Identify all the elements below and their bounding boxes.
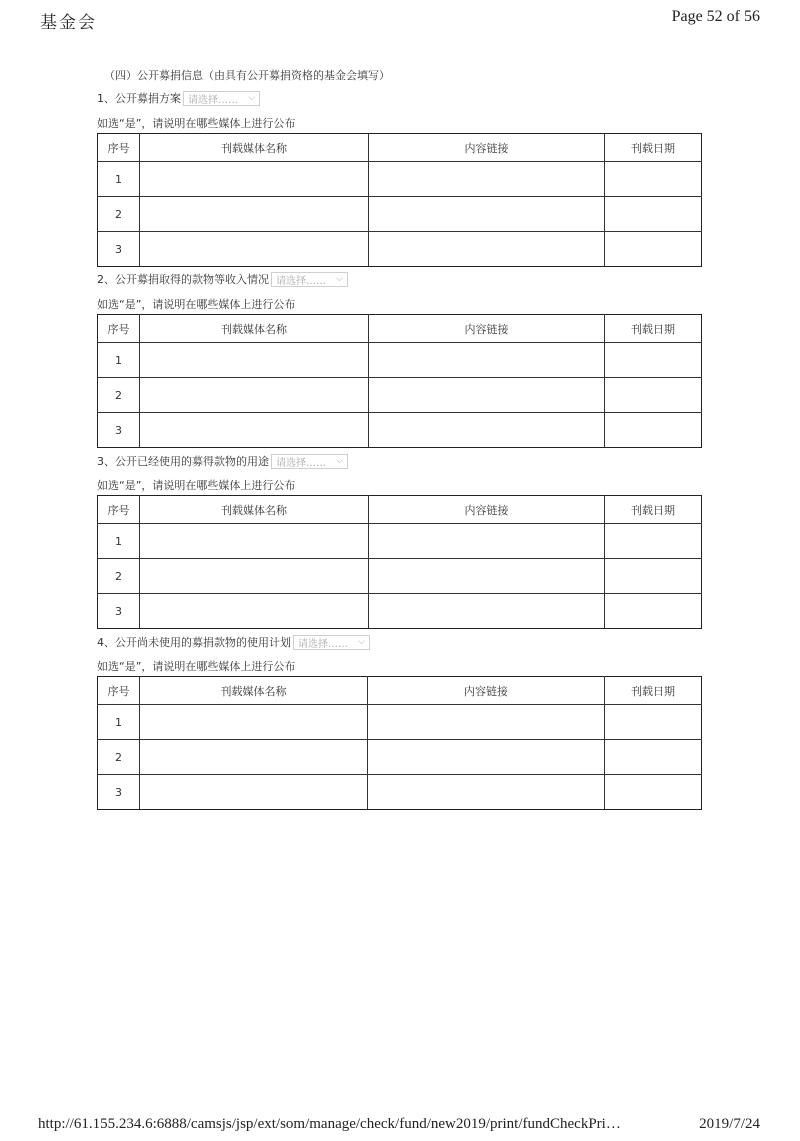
- media-name-cell[interactable]: [140, 594, 369, 629]
- col-media-name: 刊载媒体名称: [140, 134, 369, 162]
- publish-date-cell[interactable]: [605, 705, 702, 740]
- publish-date-cell[interactable]: [605, 740, 702, 775]
- row-index: 2: [98, 197, 140, 232]
- publish-date-cell[interactable]: [605, 162, 702, 197]
- media-name-cell[interactable]: [140, 559, 369, 594]
- col-media-name: 刊载媒体名称: [140, 677, 368, 705]
- content-link-cell[interactable]: [368, 740, 605, 775]
- content-link-cell[interactable]: [369, 559, 605, 594]
- col-content-link: 内容链接: [368, 677, 605, 705]
- media-name-cell[interactable]: [140, 162, 369, 197]
- publish-date-cell[interactable]: [605, 559, 702, 594]
- footer-url: http://61.155.234.6:6888/camsjs/jsp/ext/som/manage/check/fund/new2019/print/fundCheckPri…: [38, 1116, 621, 1132]
- media-name-cell[interactable]: [140, 197, 369, 232]
- table-row: [98, 775, 702, 810]
- col-index: 序号: [98, 496, 140, 524]
- question-2-select[interactable]: 请选择…… ⌵: [271, 272, 348, 287]
- question-1: [97, 90, 260, 106]
- question-3: [97, 453, 348, 469]
- col-index: 序号: [98, 677, 140, 705]
- question-4-note: 如选“是”，请说明在哪些媒体上进行公布: [97, 660, 296, 673]
- table-row: [98, 162, 702, 197]
- col-index: 序号: [98, 134, 140, 162]
- media-name-cell[interactable]: [140, 232, 369, 267]
- media-name-cell[interactable]: [140, 705, 368, 740]
- publish-date-cell[interactable]: [605, 232, 702, 267]
- table-header-row: [98, 496, 702, 524]
- table-row: [98, 378, 702, 413]
- col-media-name: 刊载媒体名称: [140, 496, 369, 524]
- row-index: 3: [98, 232, 140, 267]
- content-link-cell[interactable]: [369, 524, 605, 559]
- media-table-3: [97, 495, 702, 629]
- question-2-label: 2、公开募捐取得的款物等收入情况: [97, 273, 269, 286]
- row-index: 1: [98, 162, 140, 197]
- col-content-link: 内容链接: [369, 315, 605, 343]
- media-name-cell[interactable]: [140, 413, 369, 448]
- question-1-note: 如选“是”，请说明在哪些媒体上进行公布: [97, 117, 296, 130]
- row-index: 3: [98, 413, 140, 448]
- row-index: 2: [98, 378, 140, 413]
- chevron-down-icon: ⌵: [248, 93, 255, 103]
- publish-date-cell[interactable]: [605, 413, 702, 448]
- footer-date: 2019/7/24: [699, 1116, 760, 1132]
- publish-date-cell[interactable]: [605, 594, 702, 629]
- publish-date-cell[interactable]: [605, 775, 702, 810]
- content-link-cell[interactable]: [369, 162, 605, 197]
- col-content-link: 内容链接: [369, 496, 605, 524]
- content-link-cell[interactable]: [368, 775, 605, 810]
- row-index: 1: [98, 524, 140, 559]
- media-table-1: [97, 133, 702, 267]
- table-header-row: [98, 677, 702, 705]
- table-row: [98, 413, 702, 448]
- row-index: 2: [98, 740, 140, 775]
- question-2: [97, 271, 348, 287]
- content-link-cell[interactable]: [369, 197, 605, 232]
- media-table-2: [97, 314, 702, 448]
- media-name-cell[interactable]: [140, 343, 369, 378]
- content-link-cell[interactable]: [369, 594, 605, 629]
- col-index: 序号: [98, 315, 140, 343]
- col-publish-date: 刊载日期: [605, 134, 702, 162]
- media-name-cell[interactable]: [140, 775, 368, 810]
- publish-date-cell[interactable]: [605, 524, 702, 559]
- content-link-cell[interactable]: [369, 413, 605, 448]
- col-publish-date: 刊载日期: [605, 677, 702, 705]
- question-1-label: 1、公开募捐方案: [97, 92, 181, 105]
- question-3-label: 3、公开已经使用的募得款物的用途: [97, 455, 269, 468]
- publish-date-cell[interactable]: [605, 343, 702, 378]
- table-row: [98, 740, 702, 775]
- question-2-note: 如选“是”，请说明在哪些媒体上进行公布: [97, 298, 296, 311]
- content-link-cell[interactable]: [369, 378, 605, 413]
- table-row: [98, 594, 702, 629]
- page-number: Page 52 of 56: [671, 8, 760, 25]
- row-index: 1: [98, 705, 140, 740]
- question-4: [97, 634, 370, 650]
- chevron-down-icon: ⌵: [336, 274, 343, 284]
- row-index: 2: [98, 559, 140, 594]
- media-name-cell[interactable]: [140, 740, 368, 775]
- content-link-cell[interactable]: [368, 705, 605, 740]
- table-row: [98, 524, 702, 559]
- col-publish-date: 刊载日期: [605, 315, 702, 343]
- publish-date-cell[interactable]: [605, 197, 702, 232]
- col-content-link: 内容链接: [369, 134, 605, 162]
- row-index: 3: [98, 594, 140, 629]
- section-heading: （四）公开募捐信息（由具有公开募捐资格的基金会填写）: [104, 69, 390, 82]
- table-row: [98, 232, 702, 267]
- chevron-down-icon: ⌵: [336, 456, 343, 466]
- row-index: 3: [98, 775, 140, 810]
- publish-date-cell[interactable]: [605, 378, 702, 413]
- question-4-label: 4、公开尚未使用的募捐款物的使用计划: [97, 636, 291, 649]
- site-title: 基金会: [40, 13, 97, 33]
- table-header-row: [98, 134, 702, 162]
- table-row: [98, 343, 702, 378]
- table-row: [98, 559, 702, 594]
- table-header-row: [98, 315, 702, 343]
- media-table-4: [97, 676, 702, 810]
- question-3-select[interactable]: 请选择…… ⌵: [271, 454, 348, 469]
- question-4-select[interactable]: 请选择…… ⌵: [293, 635, 370, 650]
- col-media-name: 刊载媒体名称: [140, 315, 369, 343]
- question-1-select[interactable]: 请选择…… ⌵: [183, 91, 260, 106]
- content-link-cell[interactable]: [369, 232, 605, 267]
- content-link-cell[interactable]: [369, 343, 605, 378]
- question-3-note: 如选“是”，请说明在哪些媒体上进行公布: [97, 479, 296, 492]
- table-row: [98, 705, 702, 740]
- media-name-cell[interactable]: [140, 524, 369, 559]
- chevron-down-icon: ⌵: [358, 637, 365, 647]
- col-publish-date: 刊载日期: [605, 496, 702, 524]
- media-name-cell[interactable]: [140, 378, 369, 413]
- row-index: 1: [98, 343, 140, 378]
- table-row: [98, 197, 702, 232]
